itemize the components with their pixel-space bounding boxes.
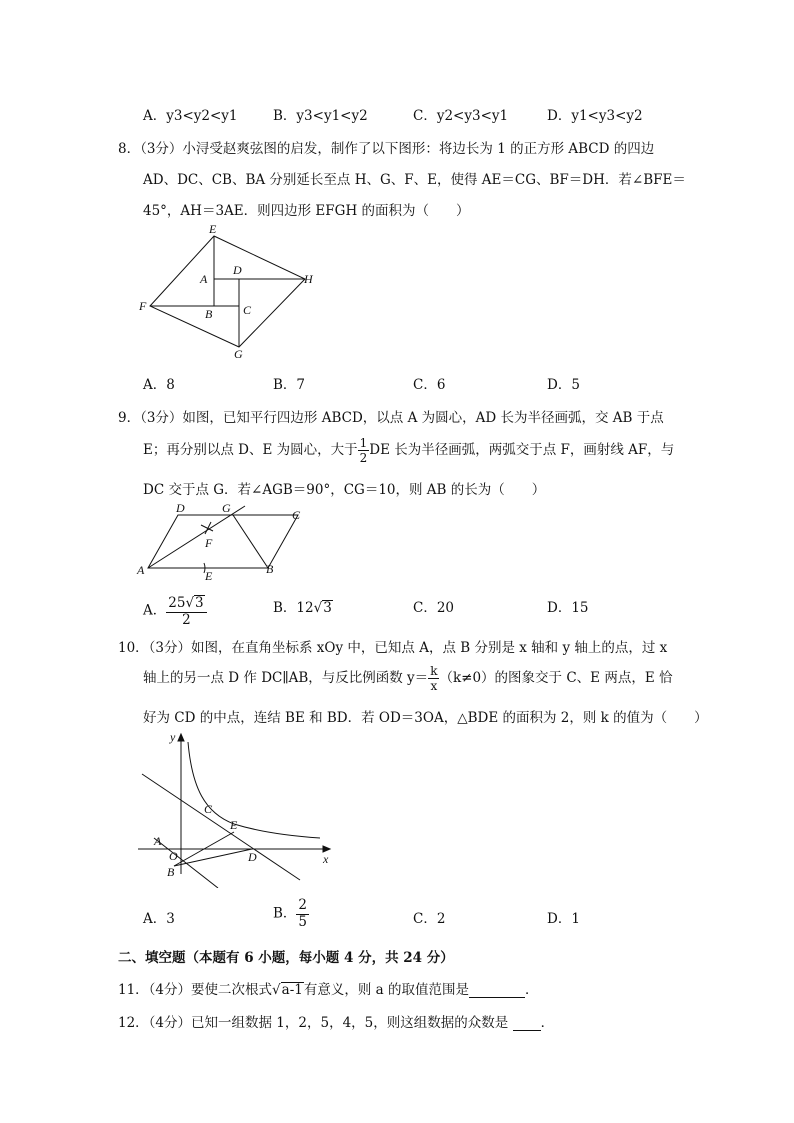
q9-line-2a: E；再分别以点 D、E 为圆心，大于 — [143, 442, 358, 458]
q8-option-c: C．6 — [413, 377, 446, 393]
q9-frac-den: 2 — [359, 451, 368, 465]
q9-parallelogram-abcd — [148, 515, 298, 568]
q9-label-f: F — [205, 536, 213, 550]
q10-y-arrow — [178, 734, 184, 741]
q8-quad-efgh — [150, 236, 305, 347]
q10-option-b — [273, 899, 309, 929]
q10-option-a: A．3 — [143, 911, 175, 927]
q9-line-3: DC 交于点 G．若∠AGB＝90°，CG＝10，则 AB 的长为（ ） — [143, 482, 546, 498]
q9-option-d: D．15 — [547, 600, 589, 616]
q8-label-a: A — [200, 272, 208, 286]
section-2-title: 二、填空题（本题有 6 小题，每小题 4 分，共 24 分） — [118, 950, 454, 966]
q10-k-over-x — [428, 665, 439, 692]
q10-line-1: 10．（3分）如图，在直角坐标系 xOy 中，已知点 A，点 B 分别是 x 轴和 y 轴上的点，过 x — [118, 640, 668, 656]
q10-label-e: E — [230, 818, 238, 832]
q8-label-b: B — [205, 307, 213, 321]
q8-options — [143, 373, 703, 393]
q8-option-d: D．5 — [547, 377, 580, 393]
q7-option-b: B．y3<y1<y2 — [273, 108, 368, 124]
q10-label-a: A — [154, 834, 162, 848]
q9-figure — [135, 500, 325, 585]
q9-option-a-prefix: A． — [143, 602, 167, 619]
q10-line-2 — [143, 665, 672, 692]
q8-figure — [130, 222, 330, 362]
q10-option-b-num: 2 — [298, 897, 308, 913]
q8-line-3: 45°，AH＝3AE．则四边形 EFGH 的面积为（ ） — [143, 203, 470, 219]
q8-label-h: H — [304, 272, 313, 286]
q9-label-g: G — [222, 501, 231, 515]
q10-label-b: B — [167, 865, 175, 879]
q10-option-c: C．2 — [413, 911, 446, 927]
q9-label-c: C — [292, 508, 301, 522]
q9-line-2 — [143, 437, 674, 464]
q10-option-b-fraction — [296, 899, 309, 929]
q12-end: ． — [540, 1015, 555, 1031]
q10-label-x: x — [323, 852, 329, 866]
q7-option-c: C．y2<y3<y1 — [413, 108, 509, 124]
q11-answer-blank[interactable] — [469, 983, 525, 998]
q11-radicand: a-1 — [281, 982, 303, 998]
q9-option-a — [143, 595, 207, 627]
q12-line — [118, 1011, 554, 1031]
q10-line-dc — [142, 774, 300, 880]
q10-line-2a: 轴上的另一点 D 作 DC∥AB，与反比例函数 y＝ — [143, 670, 429, 686]
q8-option-a: A．8 — [143, 377, 175, 393]
q10-option-b-prefix: B． — [273, 905, 297, 922]
q12-text: 12．（4分）已知一组数据 1，2，5，4，5，则这组数据的众数是 — [118, 1015, 509, 1031]
q10-frac-num: k — [430, 664, 438, 678]
q8-label-g: G — [234, 347, 243, 361]
q8-label-e: E — [209, 222, 217, 236]
q9-option-a-num: 25√3 — [166, 595, 206, 613]
q7-option-d: D．y1<y3<y2 — [547, 108, 643, 124]
q9-label-b: B — [266, 562, 274, 576]
q10-option-d: D．1 — [547, 911, 580, 927]
q9-half-fraction — [358, 437, 370, 464]
q9-option-a-fraction — [166, 595, 206, 627]
q9-line-2b: DE 长为半径画弧，两弧交于点 F，画射线 AF，与 — [369, 442, 675, 458]
q10-line-2b: （k≠0）的图象交于 C、E 两点，E 恰 — [439, 670, 673, 686]
q12-answer-blank[interactable] — [513, 1016, 541, 1031]
q8-label-c: C — [243, 303, 252, 317]
q9-option-b-radicand: 3 — [323, 600, 332, 616]
q11-end: ． — [524, 982, 539, 998]
q9-label-d: D — [176, 501, 185, 515]
q10-hyperbola — [188, 742, 320, 838]
q9-segment-gb — [233, 515, 268, 568]
q11-suffix: 有意义，则 a 的取值范围是 — [303, 982, 469, 998]
q11-prefix: 11．（4分）要使二次根式 — [118, 982, 273, 998]
q10-figure — [130, 728, 340, 888]
q10-segment-bd — [174, 849, 252, 866]
q8-label-f: F — [139, 299, 147, 313]
q10-label-d: D — [248, 850, 257, 864]
q11-line: 11．（4分）要使二次根式√a-1有意义，则 a 的取值范围是 ． — [118, 982, 539, 998]
q9-options — [143, 588, 703, 628]
q9-line-1: 9．（3分）如图，已知平行四边形 ABCD，以点 A 为圆心，AD 长为半径画弧，交 AB 于点 — [118, 410, 664, 426]
q9-label-e: E — [205, 569, 213, 583]
q10-options — [143, 897, 703, 937]
q7-options — [143, 104, 703, 124]
q9-option-b-prefix: B． — [273, 600, 297, 616]
q10-label-o: O — [169, 849, 178, 863]
q9-option-c: C．20 — [413, 600, 455, 616]
q9-option-b: B．12√3 — [273, 600, 332, 616]
q8-label-d: D — [233, 263, 242, 277]
q10-label-c: C — [204, 802, 213, 816]
q7-option-a: A．y3<y2<y1 — [143, 108, 238, 124]
q8-line-1: 8．（3分）小浔受赵爽弦图的启发，制作了以下图形：将边长为 1 的正方形 ABCD 的四边 — [118, 141, 655, 157]
q10-option-b-den: 5 — [298, 913, 308, 930]
q9-option-a-coef: 25 — [168, 595, 186, 611]
q10-line-3: 好为 CD 的中点，连结 BE 和 BD．若 OD＝3OA，△BDE 的面积为 2，则 k 的值为（ ） — [143, 710, 708, 726]
q8-line-2: AD、DC、CB、BA 分别延长至点 H、G、F、E，使得 AE＝CG、BF＝DH．若∠BFE＝ — [143, 172, 686, 188]
q9-frac-num: 1 — [359, 436, 368, 450]
q9-option-a-radicand: 3 — [195, 595, 204, 611]
q9-label-a: A — [137, 563, 145, 577]
q10-frac-den: x — [430, 679, 438, 693]
q9-option-a-den: 2 — [182, 611, 191, 628]
q9-option-b-coef: 12 — [296, 600, 314, 616]
q8-option-b: B．7 — [273, 377, 306, 393]
q10-label-y: y — [170, 730, 176, 744]
